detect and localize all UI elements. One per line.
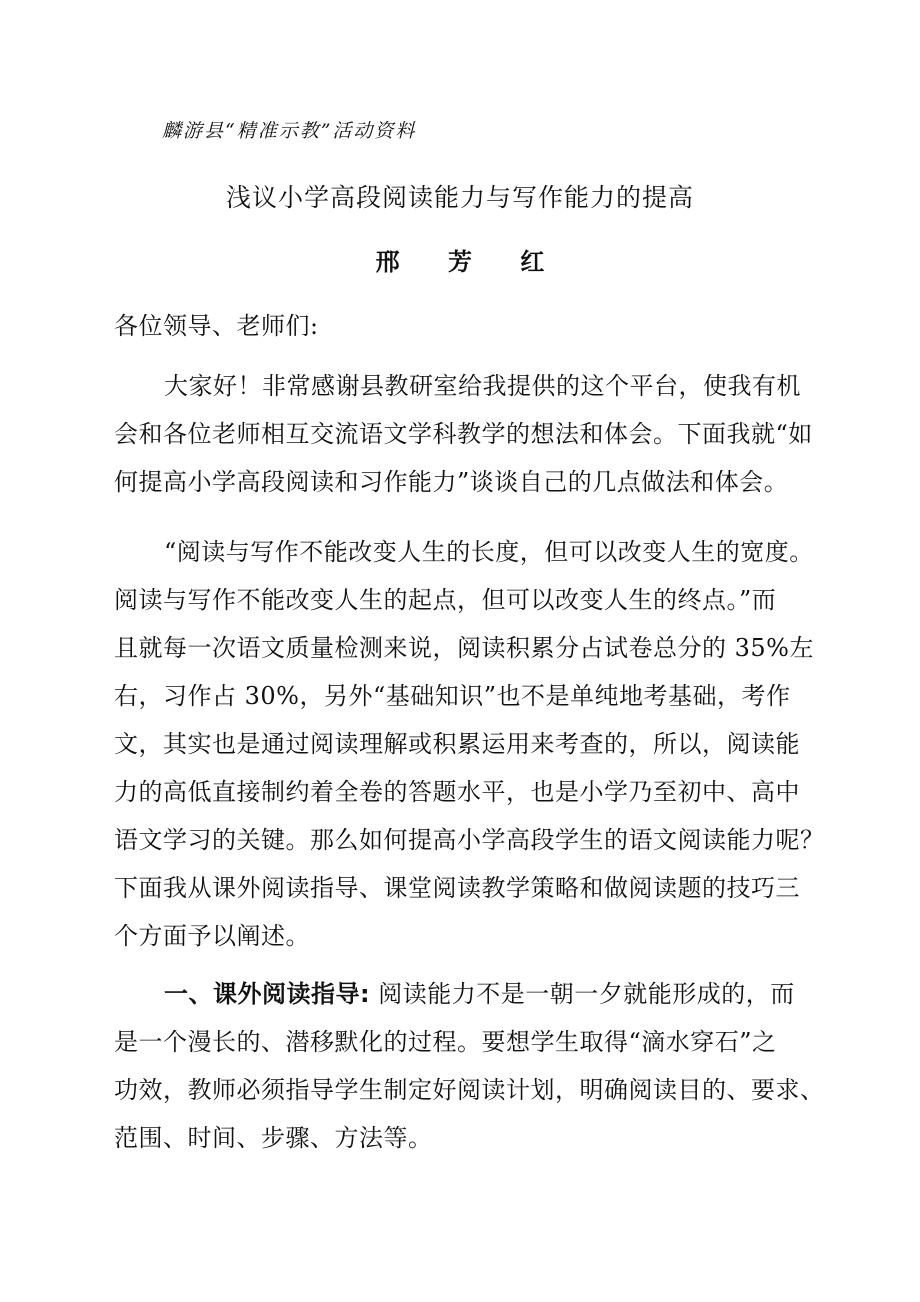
author-char-2: 芳 [448, 248, 472, 276]
paragraph-line: 力的高低直接制约着全卷的答题水平，也是小学乃至初中、高中 [114, 778, 800, 806]
paragraph-line: 语文学习的关键。那么如何提高小学高段学生的语文阅读能力呢？ [114, 826, 825, 854]
paragraph-line: 是一个漫长的、潜移默化的过程。要想学生取得“滴水穿石”之 [114, 1028, 777, 1056]
paragraph-line: 会和各位老师相互交流语文学科教学的想法和体会。下面我就“如 [114, 420, 813, 448]
header-note: 麟游县“精准示教”活动资料 [162, 120, 417, 142]
paragraph-line: 个方面予以阐述。 [114, 922, 310, 950]
section-first-line [114, 970, 814, 1018]
author-char-3: 红 [520, 248, 545, 276]
paragraph-line: 大家好！非常感谢县教研室给我提供的这个平台，使我有机 [164, 372, 801, 400]
greeting [114, 302, 814, 350]
paragraph-reading-writing [114, 528, 825, 960]
paragraph-line: 文，其实也是通过阅读理解或积累运用来考查的，所以，阅读能 [114, 730, 800, 758]
paragraph-line: 功效，教师必须指导学生制定好阅读计划，明确阅读目的、要求、 [114, 1076, 825, 1104]
document-title: 浅议小学高段阅读能力与写作能力的提高 [225, 183, 694, 212]
paragraph-line: 右，习作占 30%，另外“基础知识”也不是单纯地考基础，考作 [114, 682, 791, 710]
paragraph-line: 且就每一次语文质量检测来说，阅读积累分占试卷总分的 35%左 [114, 634, 814, 662]
paragraph-line: 范围、时间、步骤、方法等。 [114, 1124, 433, 1152]
paragraph-line: 何提高小学高段阅读和习作能力”谈谈自己的几点做法和体会。 [114, 468, 789, 496]
section-heading: 一、课外阅读指导: [164, 980, 371, 1008]
paragraph-intro [114, 362, 814, 506]
paragraph-line: “阅读与写作不能改变人生的长度，但可以改变人生的宽度。 [164, 538, 814, 566]
author-name [0, 242, 920, 277]
greeting-line: 各位领导、老师们: [114, 312, 319, 340]
paragraph-line: 下面我从课外阅读指导、课堂阅读教学策略和做阅读题的技巧三 [114, 874, 800, 902]
paragraph-line: 阅读与写作不能改变人生的起点，但可以改变人生的终点。”而 [114, 586, 777, 614]
section-extracurricular-reading [114, 970, 825, 1162]
author-char-1: 邢 [375, 248, 400, 276]
section-first-line-text: 阅读能力不是一朝一夕就能形成的，而 [370, 980, 795, 1008]
